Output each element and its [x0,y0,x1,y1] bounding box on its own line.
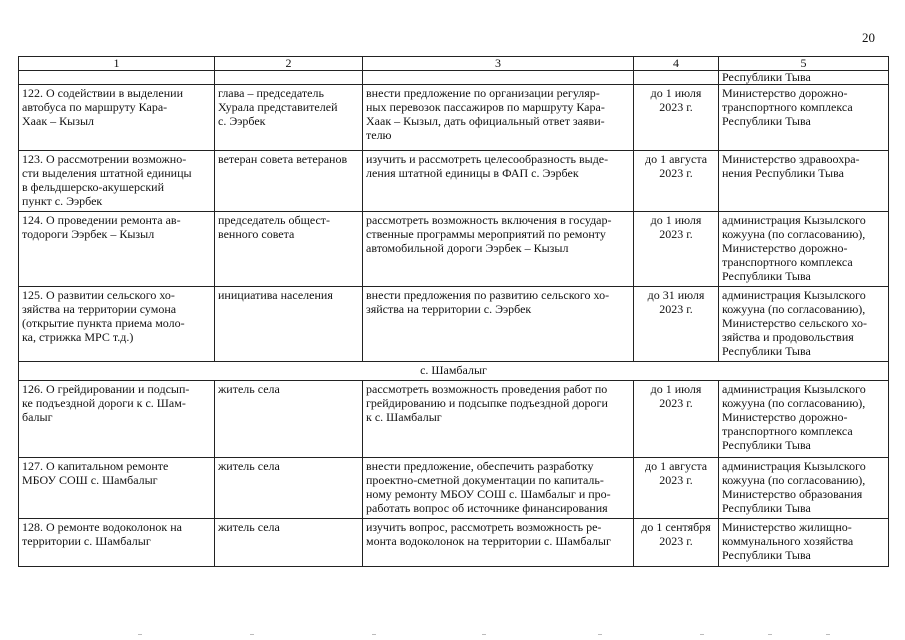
cell-line: председатель общест- [218,213,331,227]
cell-col-5 [719,85,889,151]
cell-line: зяйства на территории с. Ээрбек [366,302,532,316]
cell-line: проектно-сметной документации по капиталь- [366,473,604,487]
continuation-row [19,71,889,85]
continuation-cell-1 [19,71,215,85]
cell-line: 2023 г. [659,473,693,487]
cell-col-5 [719,287,889,362]
cell-col-2 [215,287,363,362]
cell-line: до 1 сентября [641,520,711,534]
cell-line: транспортного комплекса [722,100,853,114]
cell-line: Республики Тыва [722,344,811,358]
header-col-5: 5 [719,57,889,71]
cell-line: изучить и рассмотреть целесообразность выде- [366,152,609,166]
cell-line: в фельдшерско-акушерский [22,180,164,194]
cell-col-1 [19,287,215,362]
cell-line: ка, стрижка МРС т.д.) [22,330,134,344]
cell-line: ке подъездной дороги к с. Шам- [22,396,186,410]
cell-col-4 [634,85,719,151]
cell-line: Республики Тыва [722,114,811,128]
cell-col-5 [719,458,889,519]
table-row [19,212,889,287]
cell-line: рассмотреть возможность включения в государ- [366,213,612,227]
section-title: с. Шамбалыг [19,362,889,381]
cell-line: ному ремонту МБОУ СОШ с. Шамбалыг и про- [366,487,611,501]
cell-line: тодороги Ээрбек – Кызыл [22,227,155,241]
cell-line: балыг [22,410,53,424]
cell-col-2 [215,212,363,287]
continuation-cell-5: Республики Тыва [719,71,889,85]
cell-line: житель села [218,382,280,396]
page-number: 20 [862,30,875,45]
cell-line: до 1 июля [650,86,702,100]
cell-line: кожууна (по согласованию), [722,227,866,241]
cell-col-4 [634,287,719,362]
cell-line: монта водоколонок на территории с. Шамбалыг [366,534,611,548]
cell-line: инициатива населения [218,288,333,302]
cell-col-3 [363,85,634,151]
table-body [19,57,889,567]
table-row [19,458,889,519]
protocol-table [18,56,889,567]
cell-line: автобуса по маршруту Кара- [22,100,168,114]
cell-line: территории с. Шамбалыг [22,534,151,548]
cell-line: Министерство жилищно- [722,520,852,534]
cell-col-1 [19,381,215,458]
table-row [19,85,889,151]
cell-col-1 [19,85,215,151]
cell-line: до 1 июля [650,213,702,227]
cell-line: житель села [218,520,280,534]
cell-line: Министерство дорожно- [722,241,848,255]
cell-line: ственные программы мероприятий по ремонту [366,227,606,241]
table-row [19,381,889,458]
cell-col-3 [363,458,634,519]
cell-col-1 [19,458,215,519]
cell-line: до 1 июля [650,382,702,396]
cell-line: Министерство здравоохра- [722,152,860,166]
cell-line: кожууна (по согласованию), [722,302,866,316]
cell-line: Министерство дорожно- [722,410,848,424]
cell-line: администрация Кызылского [722,288,866,302]
cell-line: транспортного комплекса [722,424,853,438]
continuation-cell-4 [634,71,719,85]
cell-line: 2023 г. [659,396,693,410]
cell-line: Министерство дорожно- [722,86,848,100]
cell-line: 126. О грейдировании и подсып- [22,382,190,396]
cell-line: до 1 августа [644,152,708,166]
cell-line: зяйства на территории сумона [22,302,177,316]
cell-line: 123. О рассмотрении возможно- [22,152,187,166]
cell-line: 128. О ремонте водоколонок на [22,520,182,534]
cell-col-1 [19,212,215,287]
header-col-4: 4 [634,57,719,71]
cell-col-3 [363,151,634,212]
cell-line: 122. О содействии в выделении [22,86,183,100]
cell-col-4 [634,212,719,287]
cell-line: 127. О капитальном ремонте [22,459,169,473]
cell-line: изучить вопрос, рассмотреть возможность ре- [366,520,602,534]
scan-artifacts [0,628,905,640]
cell-col-4 [634,519,719,567]
cell-line: 2023 г. [659,227,693,241]
cell-line: 2023 г. [659,100,693,114]
cell-line: кожууна (по согласованию), [722,473,866,487]
cell-col-3 [363,519,634,567]
cell-col-3 [363,287,634,362]
cell-line: администрация Кызылского [722,382,866,396]
continuation-cell-2 [215,71,363,85]
cell-line: Министерство образования [722,487,863,501]
cell-line: внести предложения по развитию сельского хо- [366,288,610,302]
cell-col-5 [719,381,889,458]
cell-col-2 [215,519,363,567]
cell-col-2 [215,381,363,458]
header-col-3: 3 [363,57,634,71]
cell-line: 124. О проведении ремонта ав- [22,213,181,227]
cell-line: кожууна (по согласованию), [722,396,866,410]
cell-line: МБОУ СОШ с. Шамбалыг [22,473,158,487]
cell-line: ления штатной единицы в ФАП с. Ээрбек [366,166,579,180]
cell-col-5 [719,212,889,287]
section-row [19,362,889,381]
cell-col-5 [719,519,889,567]
cell-line: зяйства и продовольствия [722,330,854,344]
cell-line: 125. О развитии сельского хо- [22,288,175,302]
cell-line: сти выделения штатной единицы [22,166,192,180]
cell-line: Хаак – Кызыл [22,114,95,128]
cell-col-2 [215,151,363,212]
cell-line: житель села [218,459,280,473]
cell-col-2 [215,85,363,151]
cell-line: внести предложение, обеспечить разработку [366,459,594,473]
cell-line: администрация Кызылского [722,213,866,227]
cell-line: ветеран совета ветеранов [218,152,348,166]
cell-line: Хаак – Кызыл, дать официальный ответ заяви- [366,114,605,128]
cell-line: 2023 г. [659,302,693,316]
cell-col-1 [19,519,215,567]
table-row [19,151,889,212]
cell-line: Республики Тыва [722,438,811,452]
cell-line: нения Республики Тыва [722,166,844,180]
cell-col-3 [363,212,634,287]
cell-line: глава – председатель [218,86,324,100]
cell-col-5 [719,151,889,212]
cell-col-4 [634,381,719,458]
cell-line: администрация Кызылского [722,459,866,473]
cell-line: Республики Тыва [722,548,811,562]
cell-line: 2023 г. [659,534,693,548]
header-col-2: 2 [215,57,363,71]
cell-line: венного совета [218,227,295,241]
cell-line: Республики Тыва [722,269,811,283]
table-row [19,287,889,362]
header-col-1: 1 [19,57,215,71]
cell-line: Хурала представителей [218,100,338,114]
cell-col-4 [634,458,719,519]
cell-col-4 [634,151,719,212]
cell-line: телю [366,128,392,142]
cell-line: транспортного комплекса [722,255,853,269]
cell-line: (открытие пункта приема моло- [22,316,185,330]
cell-line: Министерство сельского хо- [722,316,867,330]
cell-line: работать вопрос об источнике финансирования [366,501,608,515]
cell-line: грейдированию и подсыпке подъездной дороги [366,396,608,410]
header-row [19,57,889,71]
cell-line: рассмотреть возможность проведения работ по [366,382,608,396]
cell-line: до 31 июля [647,288,705,302]
cell-line: ных перевозок пассажиров по маршруту Кара- [366,100,605,114]
cell-col-2 [215,458,363,519]
cell-line: 2023 г. [659,166,693,180]
cell-line: внести предложение по организации регуляр- [366,86,600,100]
cell-line: пункт с. Ээрбек [22,194,103,208]
cell-line: Республики Тыва [722,501,811,515]
table-row [19,519,889,567]
cell-col-1 [19,151,215,212]
cell-col-3 [363,381,634,458]
continuation-cell-3 [363,71,634,85]
cell-line: к с. Шамбалыг [366,410,442,424]
cell-line: автомобильной дороги Ээрбек – Кызыл [366,241,569,255]
cell-line: коммунального хозяйства [722,534,854,548]
cell-line: с. Ээрбек [218,114,266,128]
cell-line: до 1 августа [644,459,708,473]
